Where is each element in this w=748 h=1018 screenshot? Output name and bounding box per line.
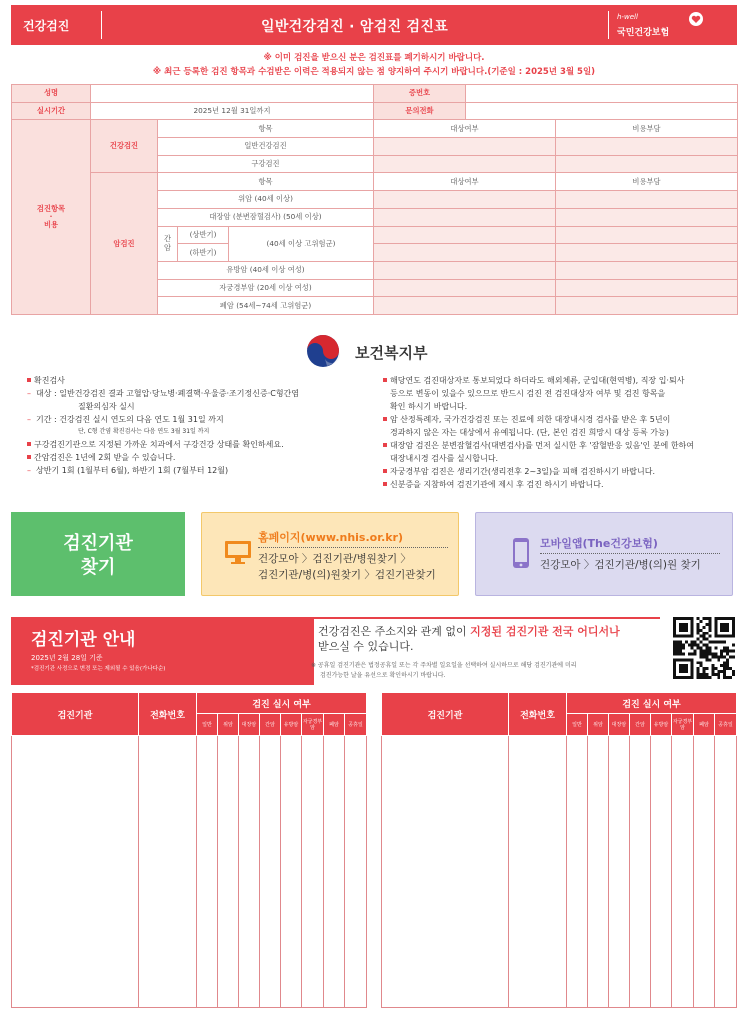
note-line: 확인 하시기 바랍니다.	[390, 402, 468, 411]
homepage-path	[258, 551, 436, 583]
liver-second-half: (하반기)	[178, 244, 229, 262]
target-cell[interactable]	[374, 191, 556, 209]
section-label-line-2: 비용	[43, 220, 59, 230]
sub-col-header: 위암	[218, 714, 239, 736]
sub-col-header: 공휴일	[715, 714, 737, 736]
sub-col-header: 일반	[567, 714, 588, 736]
col-cost-header: 비용부담	[556, 173, 738, 191]
col-cost-header: 비용부담	[556, 120, 738, 138]
period-label: 실시기간	[12, 102, 91, 120]
section-label	[12, 120, 91, 315]
sub-col-header: 유방암	[281, 714, 302, 736]
target-cell[interactable]	[374, 155, 556, 173]
sub-col-header: 폐암	[324, 714, 345, 736]
note-line: 구강검진기관으로 지정된 가까운 치과에서 구강건강 상태를 확인하세요.	[26, 438, 299, 451]
notice-line-1: ※ 이미 검진을 받으신 분은 검진표를 폐기하시기 바랍니다.	[263, 53, 485, 63]
colon-cancer-item: 대장암 (분변잠혈검사) (50세 이상)	[158, 208, 374, 226]
sub-col-header: 유방암	[651, 714, 672, 736]
header-divider-right	[608, 11, 609, 39]
header-divider	[101, 11, 102, 39]
note-line: 암 산정특례자, 국가건강검진 또는 진료에 의한 대장내시경 검사를 받은 후 5년이	[382, 413, 694, 426]
status-column[interactable]	[672, 736, 694, 1008]
note-line: 등으로 변동이 있을수 있으므로 반드시 검진 전 검진대상자 여부 및 검진 항목을	[390, 389, 666, 398]
institution-column[interactable]	[12, 736, 139, 1008]
guide-text	[318, 624, 620, 654]
page-title: 일반건강검진 · 암검진 검진표	[261, 19, 449, 35]
header-left-label: 건강검진	[23, 19, 70, 33]
name-label: 성명	[12, 85, 91, 103]
right-notes	[382, 374, 694, 491]
status-column[interactable]	[345, 736, 367, 1008]
general-checkup-label: 건강검진	[91, 120, 158, 173]
id-number-field[interactable]	[466, 85, 738, 103]
target-cell[interactable]	[374, 297, 556, 315]
taegeuk-icon	[305, 333, 341, 369]
col-target-header: 대상여부	[374, 173, 556, 191]
sub-col-header: 위암	[588, 714, 609, 736]
contact-label: 문의전화	[374, 102, 466, 120]
status-column[interactable]	[260, 736, 281, 1008]
dotted-divider	[540, 553, 720, 554]
liver-cancer-note: (40세 이상 고위험군)	[229, 226, 374, 261]
checkup-form-table	[11, 84, 738, 315]
ministry-logo	[305, 333, 465, 369]
ministry-name: 보건복지부	[355, 344, 428, 362]
note-line: 경과하지 않은 자는 대상에서 유예됩니다. (단, 본인 검진 희망시 대상 등록 가능)	[390, 428, 669, 437]
notice-line-2: ※ 최근 등록한 검진 항목과 수검받은 이력은 적용되지 않는 점 양지하여 주시기 바랍니다.(기준일 : 2025년 3월 5일)	[152, 67, 596, 77]
find-title-1: 검진기관	[63, 533, 133, 554]
sub-col-header: 자궁경부암	[302, 714, 324, 736]
col-institution: 검진기관	[382, 693, 509, 736]
id-number-label: 증번호	[374, 85, 466, 103]
stomach-cancer-item: 위암 (40세 이상)	[158, 191, 374, 209]
cervical-cancer-item: 자궁경부암 (20세 이상 여성)	[158, 279, 374, 297]
name-field[interactable]	[91, 85, 374, 103]
period-value: 2025년 12월 31일까지	[91, 102, 374, 120]
sub-col-header: 대장암	[239, 714, 260, 736]
status-column[interactable]	[324, 736, 345, 1008]
sub-col-header: 일반	[197, 714, 218, 736]
sub-col-header: 간암	[630, 714, 651, 736]
col-phone: 전화번호	[509, 693, 567, 736]
target-cell[interactable]	[374, 208, 556, 226]
guide-date: 2025년 2월 28일 기준	[31, 654, 103, 662]
left-notes	[26, 374, 299, 477]
col-institution: 검진기관	[12, 693, 139, 736]
guide-text-strong: 지정된 검진기관 전국 어디서나	[470, 625, 620, 638]
header-bar	[11, 5, 737, 45]
note-line: 간암검진은 1년에 2회 받을 수 있습니다.	[26, 451, 299, 464]
sub-col-header: 간암	[260, 714, 281, 736]
oral-item: 구강검진	[158, 155, 374, 173]
guide-date-note: *검진기관 사정으로 변경 또는 제외될 수 있음(가나다순)	[31, 666, 166, 672]
institution-column[interactable]	[382, 736, 509, 1008]
status-column[interactable]	[197, 736, 218, 1008]
sub-col-header: 공휴일	[345, 714, 367, 736]
cost-cell[interactable]	[556, 191, 738, 209]
dotted-divider	[258, 547, 448, 548]
cost-cell[interactable]	[556, 155, 738, 173]
cost-cell[interactable]	[556, 244, 738, 262]
col-target-header: 대상여부	[374, 120, 556, 138]
col-checkup-status: 검진 실시 여부	[197, 693, 367, 714]
col-item-header: 항목	[158, 173, 374, 191]
section-label-dot: ·	[49, 211, 53, 221]
heart-icon	[685, 11, 707, 27]
status-column[interactable]	[715, 736, 737, 1008]
col-item-header: 항목	[158, 120, 374, 138]
contact-field[interactable]	[466, 102, 738, 120]
target-cell[interactable]	[374, 244, 556, 262]
target-cell[interactable]	[374, 226, 556, 244]
status-column[interactable]	[694, 736, 715, 1008]
institution-list-left	[11, 692, 367, 1008]
lung-cancer-item: 폐암 (54세~74세 고위험군)	[158, 297, 374, 315]
note-line: 대장암 검진은 분변잠혈검사(대변검사)를 먼저 실시한 후 '잠혈반응 있음'인 분에 한하여	[382, 439, 694, 452]
note-line: 해당연도 검진대상자로 통보되었다 하더라도 해외체류, 군입대(현역병), 직장 입·퇴사	[382, 374, 694, 387]
status-column[interactable]	[651, 736, 672, 1008]
guide-title: 검진기관 안내	[31, 630, 136, 650]
find-institution-box	[11, 512, 185, 596]
cost-cell[interactable]	[556, 279, 738, 297]
status-column[interactable]	[567, 736, 588, 1008]
qr-code[interactable]	[673, 617, 735, 679]
mobile-app-box[interactable]	[475, 512, 733, 596]
status-column[interactable]	[239, 736, 260, 1008]
cost-cell[interactable]	[556, 226, 738, 244]
note-line: 단, C형 간염 확진검사는 다음 연도 3월 31일 까지	[78, 428, 210, 435]
phone-column[interactable]	[509, 736, 567, 1008]
col-checkup-status: 검진 실시 여부	[567, 693, 737, 714]
status-column[interactable]	[588, 736, 609, 1008]
note-line: – 상반기 1회 (1월부터 6월), 하반기 1회 (7월부터 12월)	[26, 464, 299, 477]
section-label-line-1: 검진항목	[36, 203, 66, 213]
note-line: 질환의심자 실시	[78, 402, 135, 411]
smartphone-icon	[512, 537, 530, 569]
status-column[interactable]	[281, 736, 302, 1008]
guide-note-2: 검진가능한 날을 유선으로 확인하시기 바랍니다.	[320, 672, 446, 679]
note-line: – 대상 : 일반건강검진 결과 고혈압·당뇨병·폐결핵·우울증·조기정신증·C형간염	[26, 387, 299, 400]
cancer-checkup-label: 암검진	[91, 173, 158, 315]
general-item: 일반건강검진	[158, 138, 374, 156]
logo-subtext: h-well	[617, 13, 638, 21]
status-column[interactable]	[302, 736, 324, 1008]
guide-text-post: 받으실 수 있습니다.	[318, 640, 414, 653]
logo-name: 국민건강보험	[617, 28, 670, 38]
status-column[interactable]	[609, 736, 630, 1008]
target-cell[interactable]	[374, 279, 556, 297]
status-column[interactable]	[218, 736, 239, 1008]
sub-col-header: 대장암	[609, 714, 630, 736]
homepage-path-line-1: 건강모아 〉검진기관/병원찾기 〉	[258, 553, 411, 565]
guide-note-1: ※ 공휴일 검진기관은 법정공휴일 또는 각 주차별 일요일을 선택하여 실시하므로 해당 검진기관에 미리	[311, 662, 577, 669]
institution-list-right	[381, 692, 737, 1008]
col-phone: 전화번호	[139, 693, 197, 736]
cost-cell[interactable]	[556, 297, 738, 315]
note-line: 대장내시경 검사를 실시합니다.	[390, 454, 499, 463]
mobile-app-title[interactable]: 모바일앱(The건강보험)	[540, 537, 658, 550]
phone-column[interactable]	[139, 736, 197, 1008]
nhis-logo	[617, 9, 727, 41]
liver-cancer-label	[158, 226, 178, 261]
homepage-title[interactable]: 홈페이지(www.nhis.or.kr)	[258, 531, 404, 544]
note-line: – 기간 : 건강검진 실시 연도의 다음 연도 1월 31일 까지	[26, 413, 299, 426]
homepage-box[interactable]	[201, 512, 459, 596]
status-column[interactable]	[630, 736, 651, 1008]
find-title-2: 찾기	[80, 557, 116, 578]
note-line: 자궁경부암 검진은 생리기간(생리전후 2~3일)을 피해 검진하시기 바랍니다.	[382, 465, 694, 478]
liver-label-2: 암	[163, 242, 172, 252]
target-cell[interactable]	[374, 261, 556, 279]
guide-underline	[314, 617, 660, 619]
cost-cell[interactable]	[556, 208, 738, 226]
note-line: 확진검사	[26, 374, 299, 387]
target-cell[interactable]	[374, 138, 556, 156]
liver-first-half: (상반기)	[178, 226, 229, 244]
mobile-app-path: 건강모아 〉검진기관/병(의)원 찾기	[540, 559, 701, 571]
breast-cancer-item: 유방암 (40세 이상 여성)	[158, 261, 374, 279]
guide-title-banner	[11, 617, 314, 685]
cost-cell[interactable]	[556, 138, 738, 156]
guide-note	[311, 661, 577, 681]
note-line: 신분증을 지참하여 검진기관에 제시 후 검진 하시기 바랍니다.	[382, 478, 694, 491]
sub-col-header: 자궁경부암	[672, 714, 694, 736]
sub-col-header: 폐암	[694, 714, 715, 736]
monitor-icon	[224, 539, 252, 565]
cost-cell[interactable]	[556, 261, 738, 279]
guide-text-pre: 건강검진은 주소지와 관계 없이	[318, 625, 471, 638]
liver-label-1: 간	[163, 234, 172, 244]
homepage-path-line-2: 검진기관/병(의)원찾기 〉검진기관찾기	[258, 569, 436, 581]
